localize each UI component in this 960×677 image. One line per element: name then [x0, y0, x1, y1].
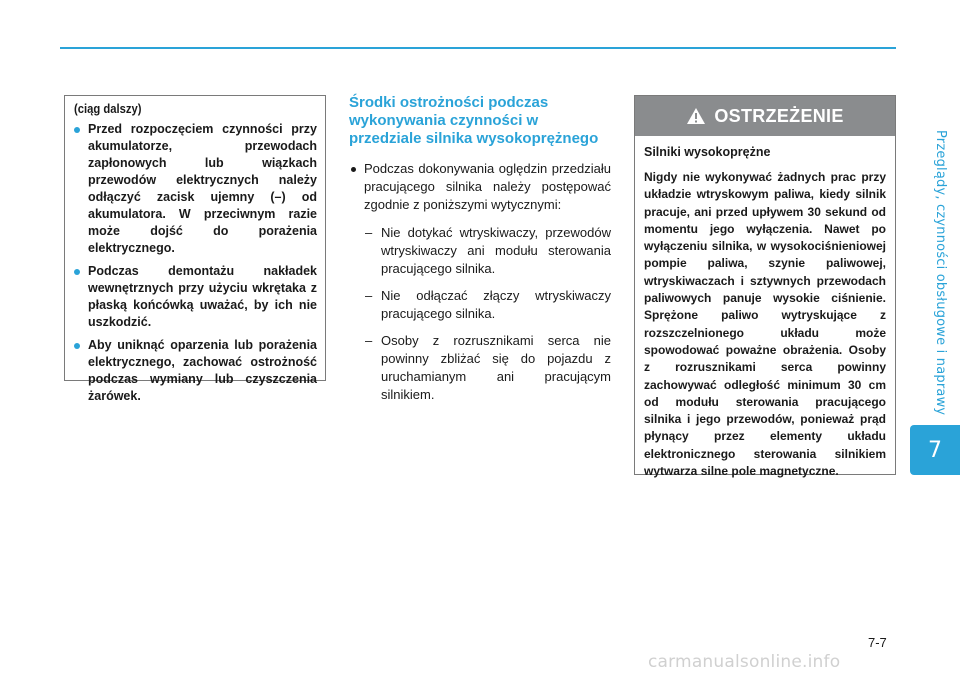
chapter-tab[interactable]: 7 [910, 425, 960, 475]
warning-header-label: OSTRZEŻENIE [714, 105, 844, 126]
list-item [74, 337, 317, 405]
bullet-dot-icon [74, 269, 80, 275]
chapter-title: Przeglądy, czynności obsługowe i naprawy [933, 130, 948, 416]
sub-list-item [349, 224, 611, 278]
warning-subtitle: Silniki wysokoprężne [644, 145, 771, 159]
diesel-precautions-section [349, 94, 611, 413]
list-item [349, 160, 611, 214]
sub-list-item-text: Osoby z rozrusznikami serca nie powinny zbliżać się do pojazdu z uruchamianym ani pracującym silnikiem. [381, 333, 611, 402]
warning-text: Nigdy nie wykonywać żadnych prac przy układzie wtryskowym paliwa, kiedy silnik pracuje, ani przed upływem 30 sekund od momentu jego wyłączenia. Nawet po wyłączeniu silnika, w wysokociśnieniowej pompie paliwa, szynie paliwowej, wtryskiwaczach i sztywnych przewodach paliwowych panuje wysokie ciśnienie. Sprężone paliwo wytryskujące z rozszczelnionego układu może spowodować poważne obrażenia. Osoby z rozrusznikami serca powinny zachowywać odległość minimum 30 cm od modułu sterowania pracującego silnika i jego przewodów, ponieważ prąd płynący przez elementy układu elektronicznego sterowania silnikiem wytwarza silne pole magnetyczne. [644, 170, 886, 479]
dash-marker: – [365, 288, 373, 303]
list-item-text: Podczas dokonywania oględzin przedziału pracującego silnika należy postępować zgodnie z poniższymi wytycznymi: [364, 161, 611, 212]
bullet-dot-icon [74, 127, 80, 133]
watermark: carmanualsonline.info [648, 652, 841, 672]
bullet-dot-icon [74, 343, 80, 349]
warning-header [635, 96, 895, 136]
sub-list-item-text: Nie dotykać wtryskiwaczy, przewodów wtryskiwaczy ani modułu sterowania pracującego silnika. [381, 225, 611, 276]
list-item-text: Przed rozpoczęciem czynności przy akumulatorze, przewodach zapłonowych lub wiązkach przewodów elektrycznych należy odłączyć zacisk ujemny (–) od akumulatora. W przeciwnym razie może dojść do porażenia elektrycznego. [88, 122, 317, 255]
list-item [74, 263, 317, 331]
warning-box [634, 95, 896, 479]
section-heading: Środki ostrożności podczas wykonywania czynności w przedziale silnika wysokoprężnego [349, 94, 599, 147]
dash-marker: – [365, 225, 373, 240]
list-item-text: Podczas demontażu nakładek wewnętrznych przy użyciu wkrętaka z płaską końcówką uważać, by ich nie uszkodzić. [88, 264, 317, 329]
bullet-dot-icon [351, 167, 356, 172]
warning-triangle-icon [686, 107, 706, 125]
dash-marker: – [365, 333, 373, 348]
sub-list-item [349, 332, 611, 404]
sub-list-item-text: Nie odłączać złączy wtryskiwaczy pracującego silnika. [381, 288, 611, 321]
continued-warning-box [64, 95, 326, 403]
list-item [74, 121, 317, 257]
list-item-text: Aby uniknąć oparzenia lub porażenia elektrycznego, zachować ostrożność podczas wymiany lub czyszczenia żarówek. [88, 338, 317, 403]
page-number: 7-7 [868, 635, 887, 650]
top-rule [60, 47, 896, 49]
sub-list-item [349, 287, 611, 323]
warning-body [635, 136, 895, 480]
continued-label: (ciąg dalszy) [74, 102, 142, 116]
